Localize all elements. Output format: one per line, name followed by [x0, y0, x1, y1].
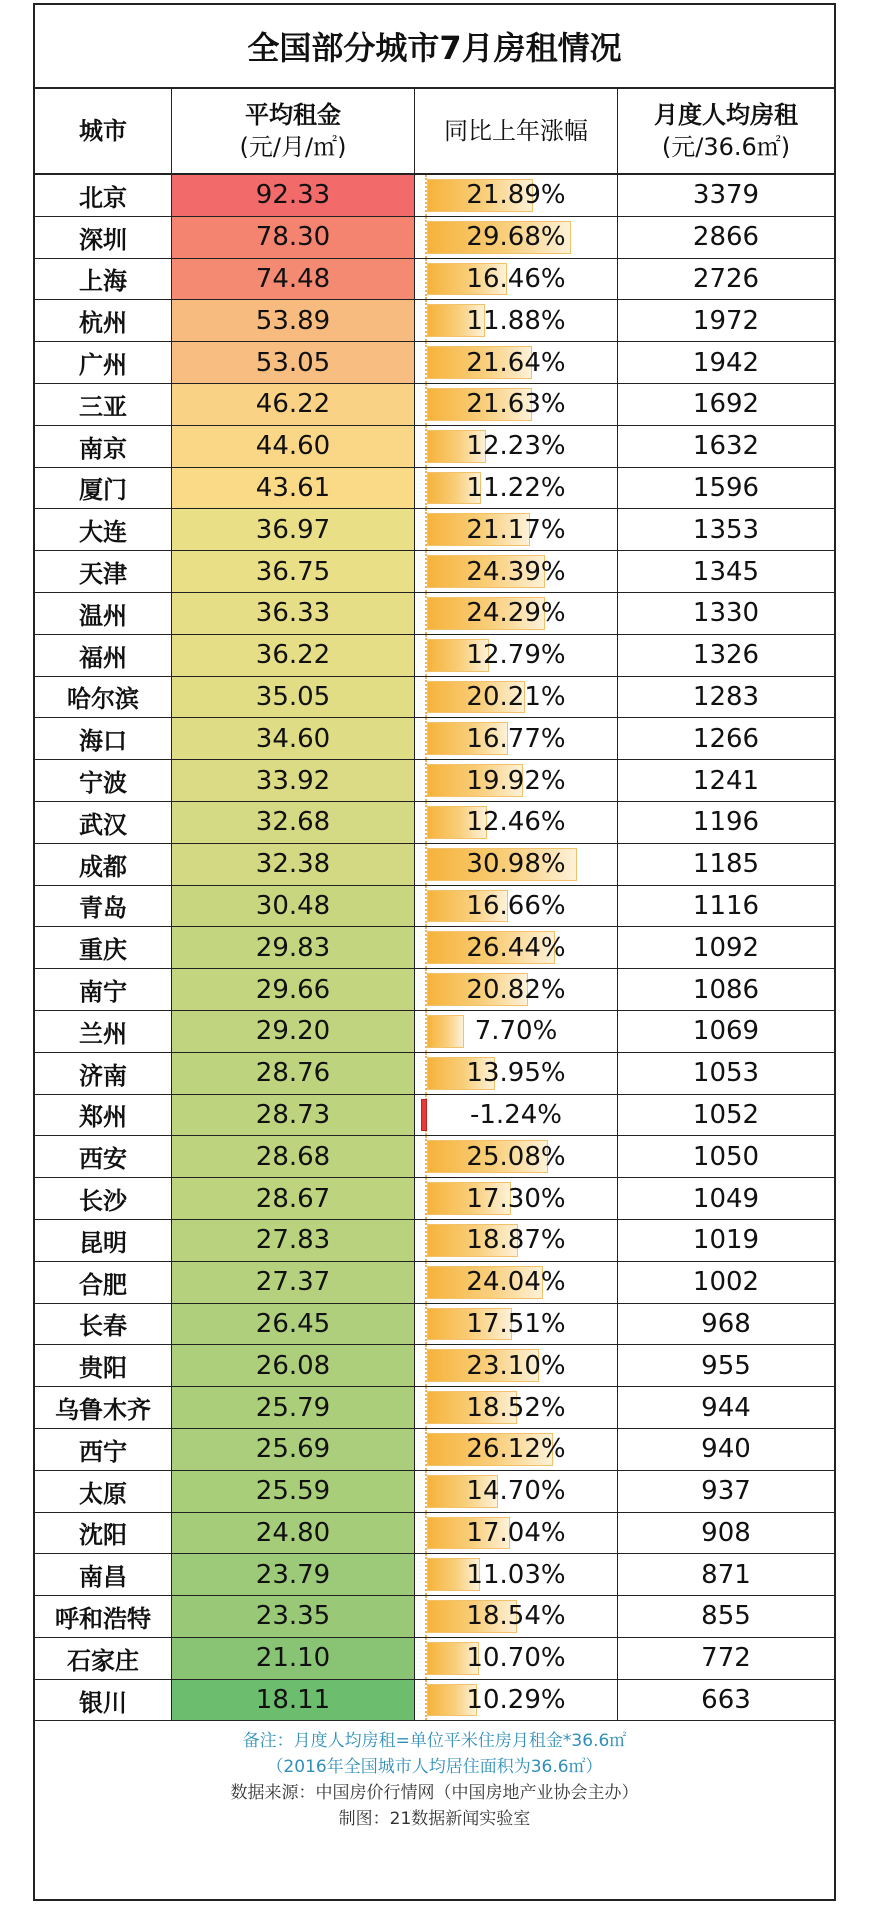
table-row [35, 1053, 834, 1095]
table-row [35, 1596, 834, 1638]
table-row [35, 844, 834, 886]
table-row [35, 551, 834, 593]
cell-rent: 25.59 [172, 1471, 415, 1512]
cell-rent: 28.67 [172, 1178, 415, 1219]
cell-monthly-rent: 663 [701, 1685, 751, 1716]
growth-label: 29.68% [466, 222, 566, 253]
cell-monthly-rent: 1266 [692, 723, 760, 754]
cell-monthly-rent: 1053 [692, 1058, 760, 1089]
growth-label: 12.23% [466, 431, 566, 462]
cell-rent: 28.68 [172, 1136, 415, 1177]
cell-city: 福州 [35, 635, 172, 676]
cell-monthly-rent: 940 [701, 1434, 751, 1465]
growth-label: 16.46% [466, 263, 566, 294]
table-row [35, 1680, 834, 1722]
cell-rent: 29.66 [172, 969, 415, 1010]
cell-growth [415, 718, 618, 759]
cell-rent: 21.10 [172, 1638, 415, 1679]
cell-monthly-rent: 944 [701, 1392, 751, 1423]
cell-city: 海口 [35, 718, 172, 759]
cell-city: 济南 [35, 1053, 172, 1094]
cell-growth [415, 300, 618, 341]
cell-rent: 24.80 [172, 1513, 415, 1554]
growth-label: 18.54% [466, 1601, 566, 1632]
cell-rent: 25.69 [172, 1429, 415, 1470]
cell-growth [415, 1471, 618, 1512]
cell-city: 乌鲁木齐 [35, 1387, 172, 1428]
table-row [35, 635, 834, 677]
growth-label: 17.51% [466, 1308, 566, 1339]
table-row [35, 1220, 834, 1262]
cell-growth [415, 1680, 618, 1721]
growth-label: 24.04% [466, 1267, 566, 1298]
cell-growth [415, 969, 618, 1010]
table-row [35, 1011, 834, 1053]
cell-city: 西宁 [35, 1429, 172, 1470]
header-rent-label: 平均租金 [245, 100, 341, 129]
table-row [35, 300, 834, 342]
growth-label: 16.77% [466, 723, 566, 754]
growth-label: 7.70% [474, 1016, 558, 1047]
cell-growth [415, 1262, 618, 1303]
table-row [35, 175, 834, 217]
cell-city: 宁波 [35, 760, 172, 801]
cell-monthly-rent: 871 [701, 1559, 751, 1590]
growth-label: 23.10% [466, 1350, 566, 1381]
cell-city: 兰州 [35, 1011, 172, 1052]
footnotes [35, 1728, 834, 1832]
cell-rent: 28.73 [172, 1095, 415, 1136]
cell-monthly-rent: 772 [701, 1643, 751, 1674]
cell-monthly-rent: 1596 [692, 472, 760, 503]
cell-monthly-rent: 1019 [692, 1225, 760, 1256]
table-row [35, 1136, 834, 1178]
cell-city: 上海 [35, 259, 172, 300]
cell-rent: 18.11 [172, 1680, 415, 1721]
cell-growth [415, 1095, 618, 1136]
cell-growth [415, 1345, 618, 1386]
cell-monthly-rent: 1069 [692, 1016, 760, 1047]
cell-growth [415, 509, 618, 550]
cell-city: 天津 [35, 551, 172, 592]
growth-label: 24.29% [466, 598, 566, 629]
header-monthly-label: 月度人均房租 [654, 100, 798, 129]
cell-city: 南宁 [35, 969, 172, 1010]
table-row [35, 1638, 834, 1680]
cell-monthly-rent: 955 [701, 1350, 751, 1381]
table-row [35, 1178, 834, 1220]
cell-rent: 30.48 [172, 886, 415, 927]
cell-city: 杭州 [35, 300, 172, 341]
cell-monthly-rent: 3379 [692, 180, 760, 211]
cell-city: 北京 [35, 175, 172, 216]
cell-city: 昆明 [35, 1220, 172, 1261]
cell-city: 郑州 [35, 1095, 172, 1136]
growth-label: 21.64% [466, 347, 566, 378]
growth-bar [427, 1015, 464, 1048]
cell-rent: 36.75 [172, 551, 415, 592]
cell-growth [415, 175, 618, 216]
cell-rent: 74.48 [172, 259, 415, 300]
note-credit: 制图：21数据新闻实验室 [338, 1809, 531, 1829]
growth-label: 14.70% [466, 1476, 566, 1507]
cell-growth [415, 1053, 618, 1094]
cell-city: 呼和浩特 [35, 1596, 172, 1637]
cell-city: 长春 [35, 1304, 172, 1345]
chart-frame [33, 3, 836, 1901]
cell-city: 青岛 [35, 886, 172, 927]
table-row [35, 468, 834, 510]
table-row [35, 1513, 834, 1555]
table-row [35, 509, 834, 551]
growth-label: 17.04% [466, 1517, 566, 1548]
header-growth-label: 同比上年涨幅 [444, 116, 588, 145]
cell-growth [415, 593, 618, 634]
cell-monthly-rent: 1632 [692, 431, 760, 462]
growth-label: 24.39% [466, 556, 566, 587]
table-body [35, 175, 834, 1721]
cell-growth [415, 802, 618, 843]
cell-rent: 35.05 [172, 677, 415, 718]
table-row [35, 718, 834, 760]
cell-rent: 78.30 [172, 217, 415, 258]
cell-rent: 36.22 [172, 635, 415, 676]
cell-growth [415, 259, 618, 300]
cell-city: 广州 [35, 342, 172, 383]
cell-growth [415, 1513, 618, 1554]
cell-monthly-rent: 1353 [692, 514, 760, 545]
cell-growth [415, 1638, 618, 1679]
cell-city: 哈尔滨 [35, 677, 172, 718]
cell-rent: 46.22 [172, 384, 415, 425]
cell-rent: 25.79 [172, 1387, 415, 1428]
cell-rent: 32.68 [172, 802, 415, 843]
growth-label: 11.22% [466, 472, 566, 503]
table-row [35, 1262, 834, 1304]
header-rent-unit: (元/月/㎡) [239, 133, 347, 161]
table-row [35, 969, 834, 1011]
table-row [35, 1429, 834, 1471]
cell-monthly-rent: 1050 [692, 1141, 760, 1172]
cell-monthly-rent: 1692 [692, 389, 760, 420]
cell-monthly-rent: 1972 [692, 305, 760, 336]
cell-city: 贵阳 [35, 1345, 172, 1386]
growth-label: 21.89% [466, 180, 566, 211]
cell-rent: 53.05 [172, 342, 415, 383]
cell-monthly-rent: 1002 [692, 1267, 760, 1298]
cell-growth [415, 384, 618, 425]
header-rent [172, 89, 415, 173]
header-city [35, 89, 172, 173]
cell-monthly-rent: 1086 [692, 974, 760, 1005]
cell-growth [415, 677, 618, 718]
cell-monthly-rent: 1283 [692, 681, 760, 712]
cell-monthly-rent: 2866 [692, 222, 760, 253]
cell-growth [415, 1429, 618, 1470]
cell-growth [415, 217, 618, 258]
cell-monthly-rent: 1052 [692, 1099, 760, 1130]
cell-monthly-rent: 1092 [692, 932, 760, 963]
cell-rent: 43.61 [172, 468, 415, 509]
cell-growth [415, 1136, 618, 1177]
table-row [35, 760, 834, 802]
table-row [35, 384, 834, 426]
cell-monthly-rent: 1241 [692, 765, 760, 796]
growth-label: 16.66% [466, 890, 566, 921]
cell-rent: 34.60 [172, 718, 415, 759]
cell-rent: 23.35 [172, 1596, 415, 1637]
cell-city: 石家庄 [35, 1638, 172, 1679]
cell-city: 大连 [35, 509, 172, 550]
table-row [35, 1304, 834, 1346]
note-formula: 备注：月度人均房租=单位平米住房月租金*36.6㎡ [242, 1731, 627, 1751]
cell-rent: 27.83 [172, 1220, 415, 1261]
cell-growth [415, 342, 618, 383]
note-source: 数据来源：中国房价行情网（中国房地产业协会主办） [230, 1783, 639, 1803]
cell-monthly-rent: 1330 [692, 598, 760, 629]
cell-rent: 26.08 [172, 1345, 415, 1386]
growth-label: 19.92% [466, 765, 566, 796]
chart-title: 全国部分城市7月房租情况 [35, 5, 834, 89]
growth-label: 20.21% [466, 681, 566, 712]
cell-city: 银川 [35, 1680, 172, 1721]
growth-label: 25.08% [466, 1141, 566, 1172]
cell-city: 南京 [35, 426, 172, 467]
cell-monthly-rent: 968 [701, 1308, 751, 1339]
cell-growth [415, 886, 618, 927]
cell-growth [415, 551, 618, 592]
growth-label: 21.63% [466, 389, 566, 420]
growth-label: 11.03% [466, 1559, 566, 1590]
cell-monthly-rent: 937 [701, 1476, 751, 1507]
cell-city: 合肥 [35, 1262, 172, 1303]
cell-monthly-rent: 1326 [692, 640, 760, 671]
cell-monthly-rent: 1345 [692, 556, 760, 587]
growth-label: 12.79% [466, 640, 566, 671]
cell-growth [415, 1596, 618, 1637]
table-row [35, 342, 834, 384]
cell-growth [415, 426, 618, 467]
table-row [35, 802, 834, 844]
cell-monthly-rent: 908 [701, 1517, 751, 1548]
cell-growth [415, 1220, 618, 1261]
cell-rent: 28.76 [172, 1053, 415, 1094]
growth-label: 18.87% [466, 1225, 566, 1256]
cell-rent: 32.38 [172, 844, 415, 885]
cell-monthly-rent: 1196 [692, 807, 760, 838]
cell-rent: 44.60 [172, 426, 415, 467]
cell-growth [415, 635, 618, 676]
cell-city: 西安 [35, 1136, 172, 1177]
cell-rent: 23.79 [172, 1554, 415, 1595]
data-table [35, 89, 834, 1721]
cell-monthly-rent: 855 [701, 1601, 751, 1632]
cell-city: 三亚 [35, 384, 172, 425]
growth-bar [421, 1099, 427, 1132]
cell-growth [415, 760, 618, 801]
cell-growth [415, 927, 618, 968]
cell-city: 南昌 [35, 1554, 172, 1595]
growth-label: 12.46% [466, 807, 566, 838]
table-row [35, 593, 834, 635]
growth-label: 17.30% [466, 1183, 566, 1214]
cell-city: 重庆 [35, 927, 172, 968]
cell-monthly-rent: 2726 [692, 263, 760, 294]
growth-label: 26.44% [466, 932, 566, 963]
table-row [35, 1554, 834, 1596]
growth-label: 13.95% [466, 1058, 566, 1089]
cell-growth [415, 1011, 618, 1052]
table-header [35, 89, 834, 175]
growth-label: 21.17% [466, 514, 566, 545]
cell-growth [415, 1554, 618, 1595]
cell-city: 温州 [35, 593, 172, 634]
cell-growth [415, 468, 618, 509]
cell-monthly-rent: 1049 [692, 1183, 760, 1214]
cell-monthly-rent: 1942 [692, 347, 760, 378]
growth-label: -1.24% [470, 1099, 562, 1130]
table-row [35, 1471, 834, 1513]
cell-rent: 36.97 [172, 509, 415, 550]
cell-rent: 53.89 [172, 300, 415, 341]
growth-label: 20.82% [466, 974, 566, 1005]
cell-rent: 33.92 [172, 760, 415, 801]
cell-growth [415, 1304, 618, 1345]
cell-city: 长沙 [35, 1178, 172, 1219]
cell-city: 深圳 [35, 217, 172, 258]
table-row [35, 259, 834, 301]
cell-rent: 92.33 [172, 175, 415, 216]
cell-rent: 26.45 [172, 1304, 415, 1345]
table-row [35, 886, 834, 928]
growth-label: 18.52% [466, 1392, 566, 1423]
table-row [35, 1095, 834, 1137]
growth-label: 30.98% [466, 849, 566, 880]
header-city-label: 城市 [79, 116, 127, 145]
growth-label: 26.12% [466, 1434, 566, 1465]
header-growth [415, 89, 618, 173]
growth-label: 10.70% [466, 1643, 566, 1674]
table-row [35, 1387, 834, 1429]
cell-city: 太原 [35, 1471, 172, 1512]
cell-city: 武汉 [35, 802, 172, 843]
table-row [35, 1345, 834, 1387]
table-row [35, 217, 834, 259]
cell-rent: 29.20 [172, 1011, 415, 1052]
cell-growth [415, 844, 618, 885]
cell-city: 厦门 [35, 468, 172, 509]
cell-rent: 29.83 [172, 927, 415, 968]
note-area: （2016年全国城市人均居住面积为36.6㎡） [266, 1757, 603, 1777]
table-row [35, 677, 834, 719]
cell-monthly-rent: 1116 [692, 890, 760, 921]
cell-growth [415, 1178, 618, 1219]
growth-label: 11.88% [466, 305, 566, 336]
header-monthly-unit: (元/36.6㎡) [661, 133, 791, 161]
cell-rent: 36.33 [172, 593, 415, 634]
table-row [35, 927, 834, 969]
cell-city: 沈阳 [35, 1513, 172, 1554]
growth-label: 10.29% [466, 1685, 566, 1716]
cell-city: 成都 [35, 844, 172, 885]
header-monthly [618, 89, 834, 173]
cell-monthly-rent: 1185 [692, 849, 760, 880]
cell-growth [415, 1387, 618, 1428]
cell-rent: 27.37 [172, 1262, 415, 1303]
table-row [35, 426, 834, 468]
